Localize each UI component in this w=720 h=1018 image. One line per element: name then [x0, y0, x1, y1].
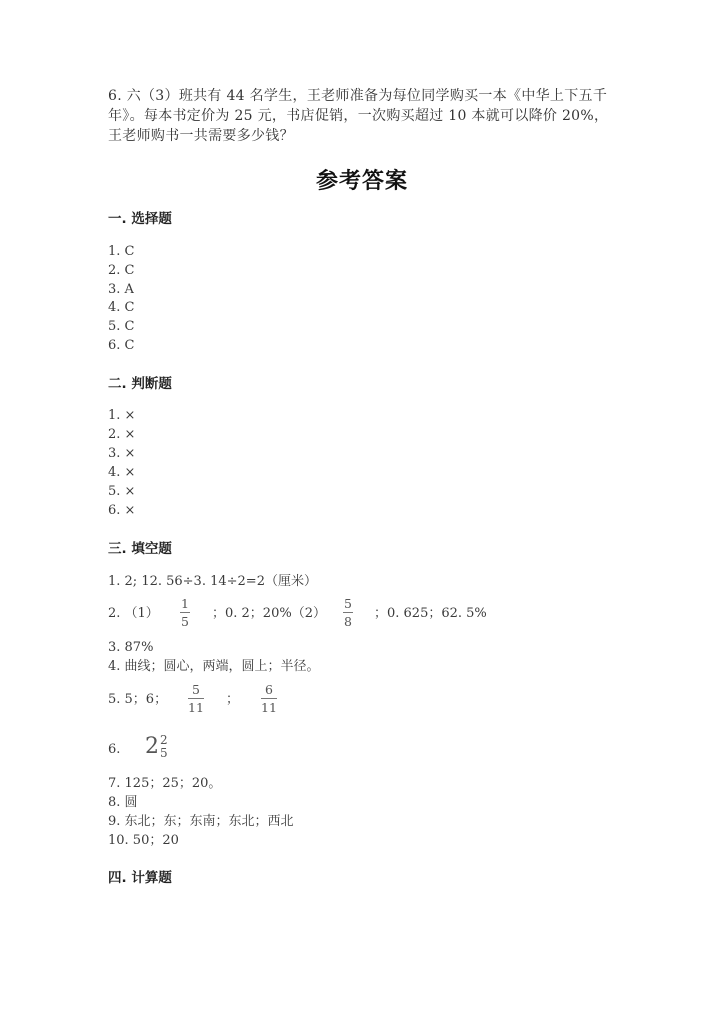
fill-answer-4: 4. 曲线；圆心，两端，圆上；半径。 — [108, 659, 320, 674]
mc-answer-6: 6. C — [108, 338, 135, 353]
fraction-denominator: 11 — [261, 700, 277, 715]
section-heading-multiple-choice: 一. 选择题 — [108, 211, 172, 227]
tf-answer-4: 4. × — [108, 465, 136, 480]
tf-answer-1: 1. × — [108, 408, 136, 423]
mixed-fraction — [160, 734, 168, 760]
fraction-numerator: 6 — [264, 682, 273, 697]
fraction-denominator: 5 — [181, 614, 189, 629]
fraction-numerator: 5 — [344, 596, 352, 611]
fill-answer-2-middle: ；0. 2；20%（2） — [212, 606, 326, 621]
fraction-numerator: 2 — [160, 733, 168, 747]
fill-answer-1: 1. 2; 12. 56÷3. 14÷2=2（厘米） — [108, 574, 317, 589]
mc-answer-4: 4. C — [108, 300, 135, 315]
section-heading-fill-in: 三. 填空题 — [108, 541, 172, 557]
fill-answer-5-separator: ； — [226, 692, 240, 707]
answer-key-title: 参考答案 — [316, 169, 409, 194]
fill-answer-9: 9. 东北；东；东南；东北；西北 — [108, 814, 294, 829]
fraction-one-fifth — [180, 596, 190, 629]
fill-answer-2-prefix: 2. （1） — [108, 606, 159, 621]
fraction-numerator: 5 — [191, 682, 200, 697]
question-6-line-2: 年》。每本书定价为 25 元，书店促销，一次购买超过 10 本就可以降价 20%， — [108, 108, 609, 124]
mc-answer-5: 5. C — [108, 319, 135, 334]
tf-answer-3: 3. × — [108, 446, 136, 461]
question-6-line-3: 王老师购书一共需要多少钱？ — [108, 128, 294, 144]
fill-answer-8: 8. 圆 — [108, 795, 138, 810]
fill-answer-7: 7. 125；25；20。 — [108, 776, 222, 791]
tf-answer-2: 2. × — [108, 427, 136, 442]
mixed-number-two-and-two-fifths — [145, 734, 168, 760]
fraction-bar — [261, 698, 277, 699]
fraction-five-elevenths — [188, 682, 204, 715]
fraction-denominator: 8 — [344, 614, 352, 629]
fraction-numerator: 1 — [181, 596, 189, 611]
fill-answer-3: 3. 87% — [108, 640, 154, 655]
fraction-bar — [188, 698, 204, 699]
mixed-whole: 2 — [145, 734, 159, 759]
section-heading-calculation: 四. 计算题 — [108, 870, 172, 886]
section-heading-true-false: 二. 判断题 — [108, 376, 172, 392]
fraction-bar — [343, 612, 353, 613]
tf-answer-5: 5. × — [108, 484, 136, 499]
fill-answer-6-prefix: 6. — [108, 742, 121, 757]
question-6-line-1: 6. 六（3）班共有 44 名学生，王老师准备为每位同学购买一本《中华上下五千 — [108, 88, 608, 104]
mc-answer-1: 1. C — [108, 244, 135, 259]
fraction-denominator: 5 — [160, 746, 168, 760]
mc-answer-2: 2. C — [108, 263, 135, 278]
fraction-five-eighths — [343, 596, 353, 629]
fraction-six-elevenths — [261, 682, 277, 715]
fraction-denominator: 11 — [188, 700, 204, 715]
fill-answer-10: 10. 50；20 — [108, 833, 179, 848]
tf-answer-6: 6. × — [108, 503, 136, 518]
fraction-bar — [180, 612, 190, 613]
fill-answer-2-suffix: ；0. 625；62. 5% — [374, 606, 487, 621]
fill-answer-5-prefix: 5. 5；6； — [108, 692, 168, 707]
mc-answer-3: 3. A — [108, 282, 134, 297]
